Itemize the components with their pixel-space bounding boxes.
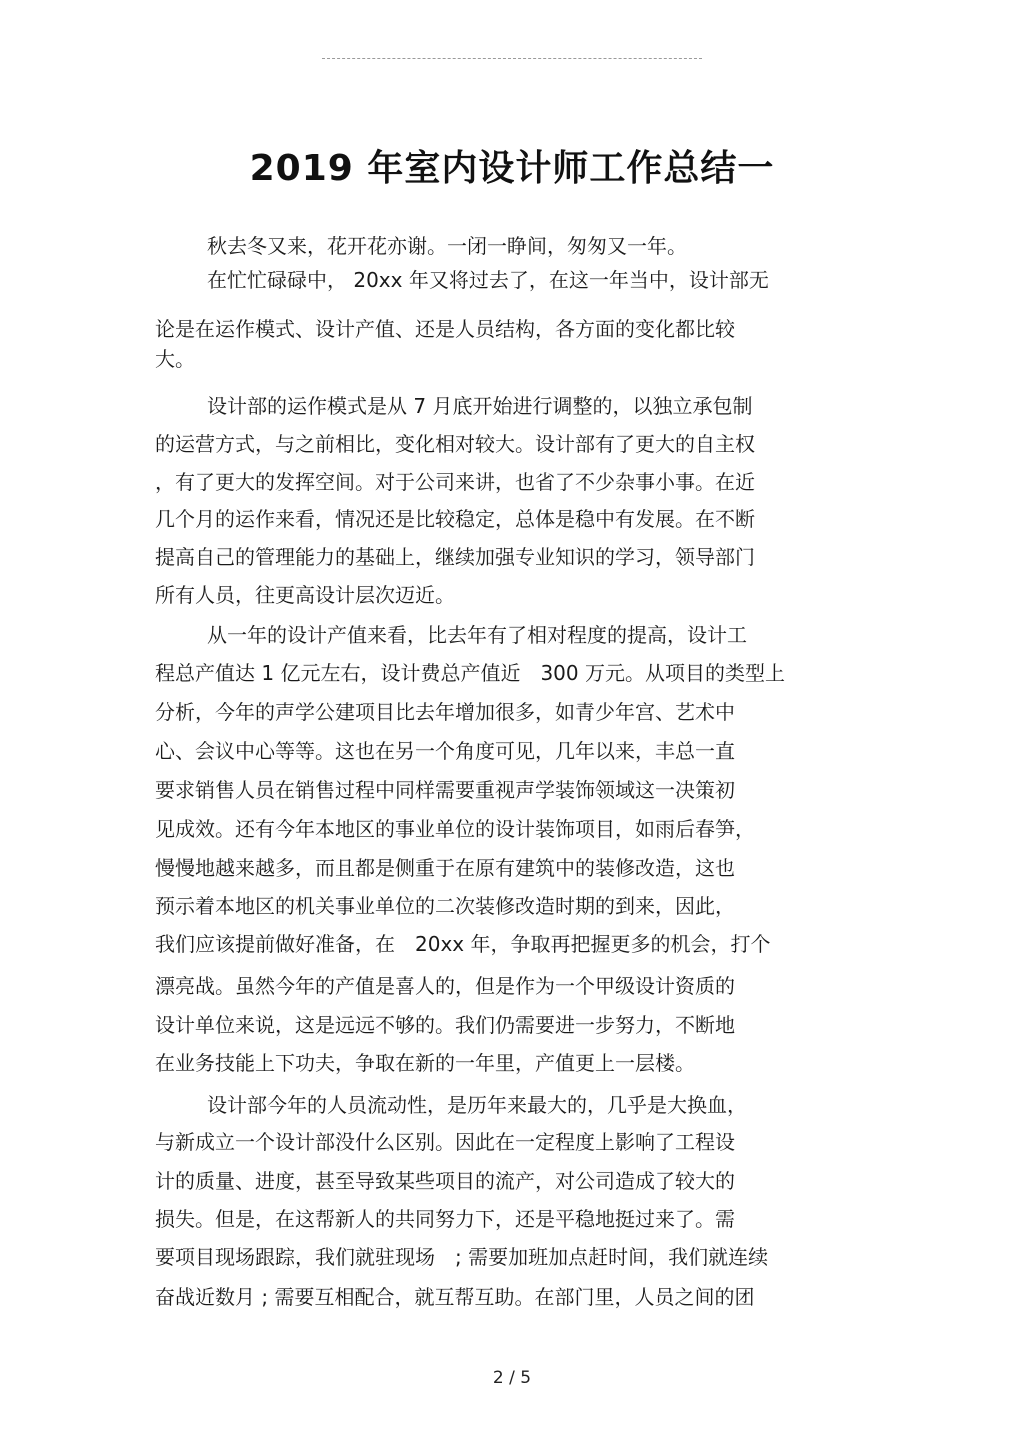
paragraph-5-line-6: 奋战近数月 ; 需要互相配合，就互帮互助。在部门里，人员之间的团 — [155, 1285, 755, 1309]
paragraph-4-line-1: 从一年的设计产值来看，比去年有了相对程度的提高，设计工 — [207, 623, 747, 647]
paragraph-4-line-2: 程总产值达 1 亿元左右，设计费总产值近 300 万元。从项目的类型上 — [155, 661, 785, 685]
paragraph-4-line-9: 我们应该提前做好准备，在 20xx 年，争取再把握更多的机会，打个 — [155, 932, 771, 956]
paragraph-4-line-8: 预示着本地区的机关事业单位的二次装修改造时期的到来，因此， — [155, 894, 735, 918]
paragraph-4-line-7: 慢慢地越来越多，而且都是侧重于在原有建筑中的装修改造，这也 — [155, 856, 735, 880]
paragraph-4-line-10: 漂亮战。虽然今年的产值是喜人的，但是作为一个甲级设计资质的 — [155, 974, 735, 998]
paragraph-3-line-2: 的运营方式，与之前相比，变化相对较大。设计部有了更大的自主权 — [155, 432, 755, 456]
document-title: 2019 年室内设计师工作总结一 — [249, 148, 775, 189]
paragraph-3-line-6: 所有人员，往更高设计层次迈近。 — [155, 583, 455, 607]
paragraph-5-line-5: 要项目现场跟踪，我们就驻现场 ; 需要加班加点赶时间，我们就连续 — [155, 1245, 769, 1269]
paragraph-2-line-1: 在忙忙碌碌中， 20xx 年又将过去了，在这一年当中，设计部无 — [207, 268, 769, 292]
paragraph-5-line-4: 损失。但是，在这帮新人的共同努力下，还是平稳地挺过来了。需 — [155, 1207, 735, 1231]
paragraph-4-line-3: 分析，今年的声学公建项目比去年增加很多，如青少年宫、艺术中 — [155, 700, 735, 724]
paragraph-4-line-11: 设计单位来说，这是远远不够的。我们仍需要进一步努力，不断地 — [155, 1013, 735, 1037]
paragraph-4-line-5: 要求销售人员在销售过程中同样需要重视声学装饰领域这一决策初 — [155, 778, 735, 802]
paragraph-2-line-3: 大。 — [155, 347, 195, 371]
paragraph-5-line-1: 设计部今年的人员流动性，是历年来最大的，几乎是大换血， — [207, 1093, 747, 1117]
paragraph-5-line-2: 与新成立一个设计部没什么区别。因此在一定程度上影响了工程设 — [155, 1130, 735, 1154]
paragraph-2-line-2: 论是在运作模式、设计产值、还是人员结构，各方面的变化都比较 — [155, 317, 735, 341]
paragraph-4-line-6: 见成效。还有今年本地区的事业单位的设计装饰项目，如雨后春笋， — [155, 817, 755, 841]
paragraph-3-line-3: ，有了更大的发挥空间。对于公司来讲，也省了不少杂事小事。在近 — [155, 470, 755, 494]
page-number: 2 / 5 — [492, 1368, 532, 1388]
paragraph-3-line-4: 几个月的运作来看，情况还是比较稳定，总体是稳中有发展。在不断 — [155, 507, 755, 531]
header-rule — [322, 58, 702, 59]
paragraph-1-line-1: 秋去冬又来，花开花亦谢。一闭一睁间，匆匆又一年。 — [207, 234, 687, 258]
paragraph-3-line-5: 提高自己的管理能力的基础上，继续加强专业知识的学习，领导部门 — [155, 545, 755, 569]
paragraph-4-line-12: 在业务技能上下功夫，争取在新的一年里，产值更上一层楼。 — [155, 1051, 695, 1075]
paragraph-5-line-3: 计的质量、进度，甚至导致某些项目的流产，对公司造成了较大的 — [155, 1169, 735, 1193]
paragraph-3-line-1: 设计部的运作模式是从 7 月底开始进行调整的，以独立承包制 — [207, 394, 753, 418]
paragraph-4-line-4: 心、会议中心等等。这也在另一个角度可见，几年以来，丰总一直 — [155, 739, 735, 763]
